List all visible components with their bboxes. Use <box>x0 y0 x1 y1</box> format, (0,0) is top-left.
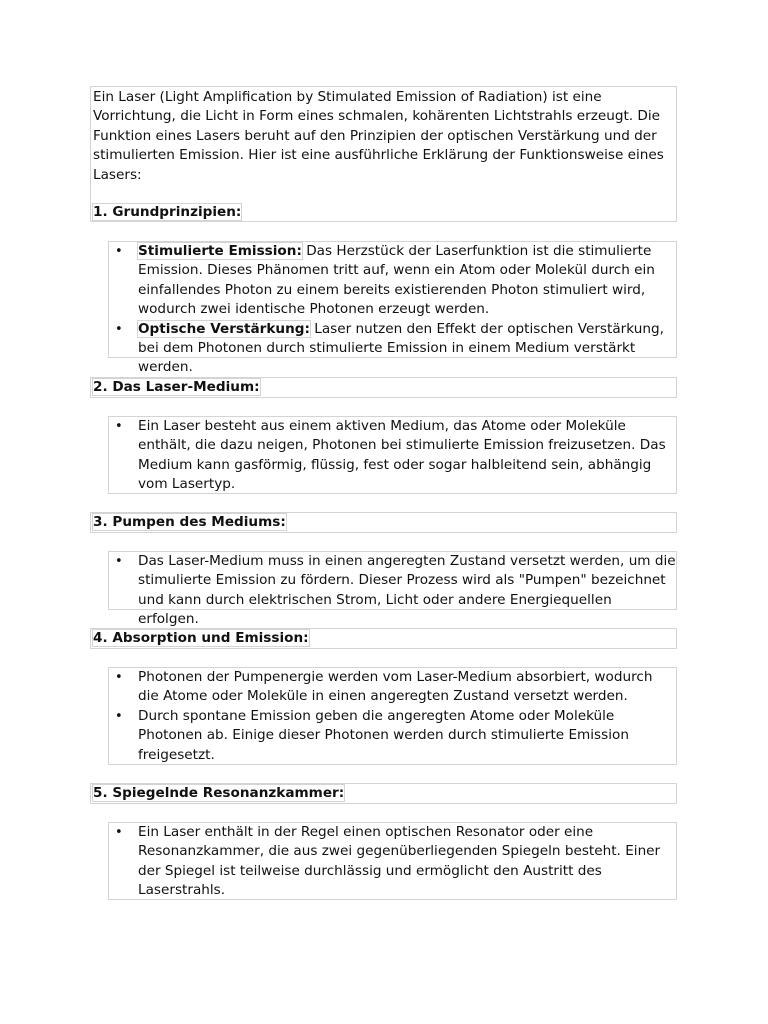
list-item: • Das Laser-Medium muss in einen angeregten Zustand versetzt werden, um die stimulierte Emission zu fördern. Dieser Prozess wird als "Pumpen" bezeichnet und kann durch elektrischen Strom, Licht oder andere Energiequellen erfolgen. <box>138 552 676 630</box>
section-5-list <box>108 822 677 900</box>
item-text: Laser nutzen den Effekt der optischen Verstärkung, bei dem Photonen durch stimulierte Emission in einem Medium verstärkt werden. <box>138 320 664 376</box>
intro-block <box>90 86 677 222</box>
section-4-list <box>108 667 677 765</box>
section-heading-4: 4. Absorption und Emission: <box>93 630 309 646</box>
list-item: • Ein Laser enthält in der Regel einen optischen Resonator oder eine Resonanzkammer, die aus zwei gegenüberliegenden Spiegeln besteht. Einer der Spiegel ist teilweise durchlässig und ermöglicht den Austritt des Laserstrahls. <box>138 823 676 901</box>
section-heading-box-5 <box>90 783 677 804</box>
section-heading-box-4 <box>90 628 677 649</box>
item-text: Das Herzstück der Laserfunktion ist die stimulierte Emission. Dieses Phänomen tritt auf, wenn ein Atom oder Molekül durch ein einfallendes Photon zu einem bereits existierenden Photon stimuliert wird, wodurch zwei identische Photonen erzeugt werden. <box>138 243 655 318</box>
intro-paragraph: Ein Laser (Light Amplification by Stimulated Emission of Radiation) ist eine Vorrichtung, die Licht in Form eines schmalen, kohärenten Lichtstrahls erzeugt. Die Funktion eines Lasers beruht auf den Prinzipien der optischen Verstärkung und der stimulierten Emission. Hier ist eine ausführliche Erklärung der Funktionsweise eines Lasers: <box>93 89 664 183</box>
list-item <box>138 320 676 378</box>
section-heading-box-2 <box>90 377 677 398</box>
item-label: Optische Verstärkung: <box>138 320 310 337</box>
list-item: • Photonen der Pumpenergie werden vom Laser-Medium absorbiert, wodurch die Atome oder Moleküle in einen angeregten Zustand versetzt werden. <box>138 668 676 707</box>
section-heading-1: 1. Grundprinzipien: <box>93 204 242 220</box>
section-heading-box-3 <box>90 512 677 533</box>
section-heading-5: 5. Spiegelnde Resonanzkammer: <box>93 785 345 801</box>
list-item <box>138 242 676 320</box>
item-label: Stimulierte Emission: <box>138 243 302 259</box>
section-2-list <box>108 416 677 494</box>
list-item: • Ein Laser besteht aus einem aktiven Medium, das Atome oder Moleküle enthält, die dazu neigen, Photonen bei stimulierte Emission freizusetzen. Das Medium kann gasförmig, flüssig, fest oder sogar halbleitend sein, abhängig vom Lasertyp. <box>138 417 676 495</box>
section-heading-3: 3. Pumpen des Mediums: <box>93 514 286 530</box>
section-1-list <box>108 241 677 376</box>
list-item: • Durch spontane Emission geben die angeregten Atome oder Moleküle Photonen ab. Einige dieser Photonen werden durch stimulierte Emission freigesetzt. <box>138 707 676 765</box>
section-heading-2: 2. Das Laser-Medium: <box>93 379 260 395</box>
section-3-list <box>108 551 677 628</box>
